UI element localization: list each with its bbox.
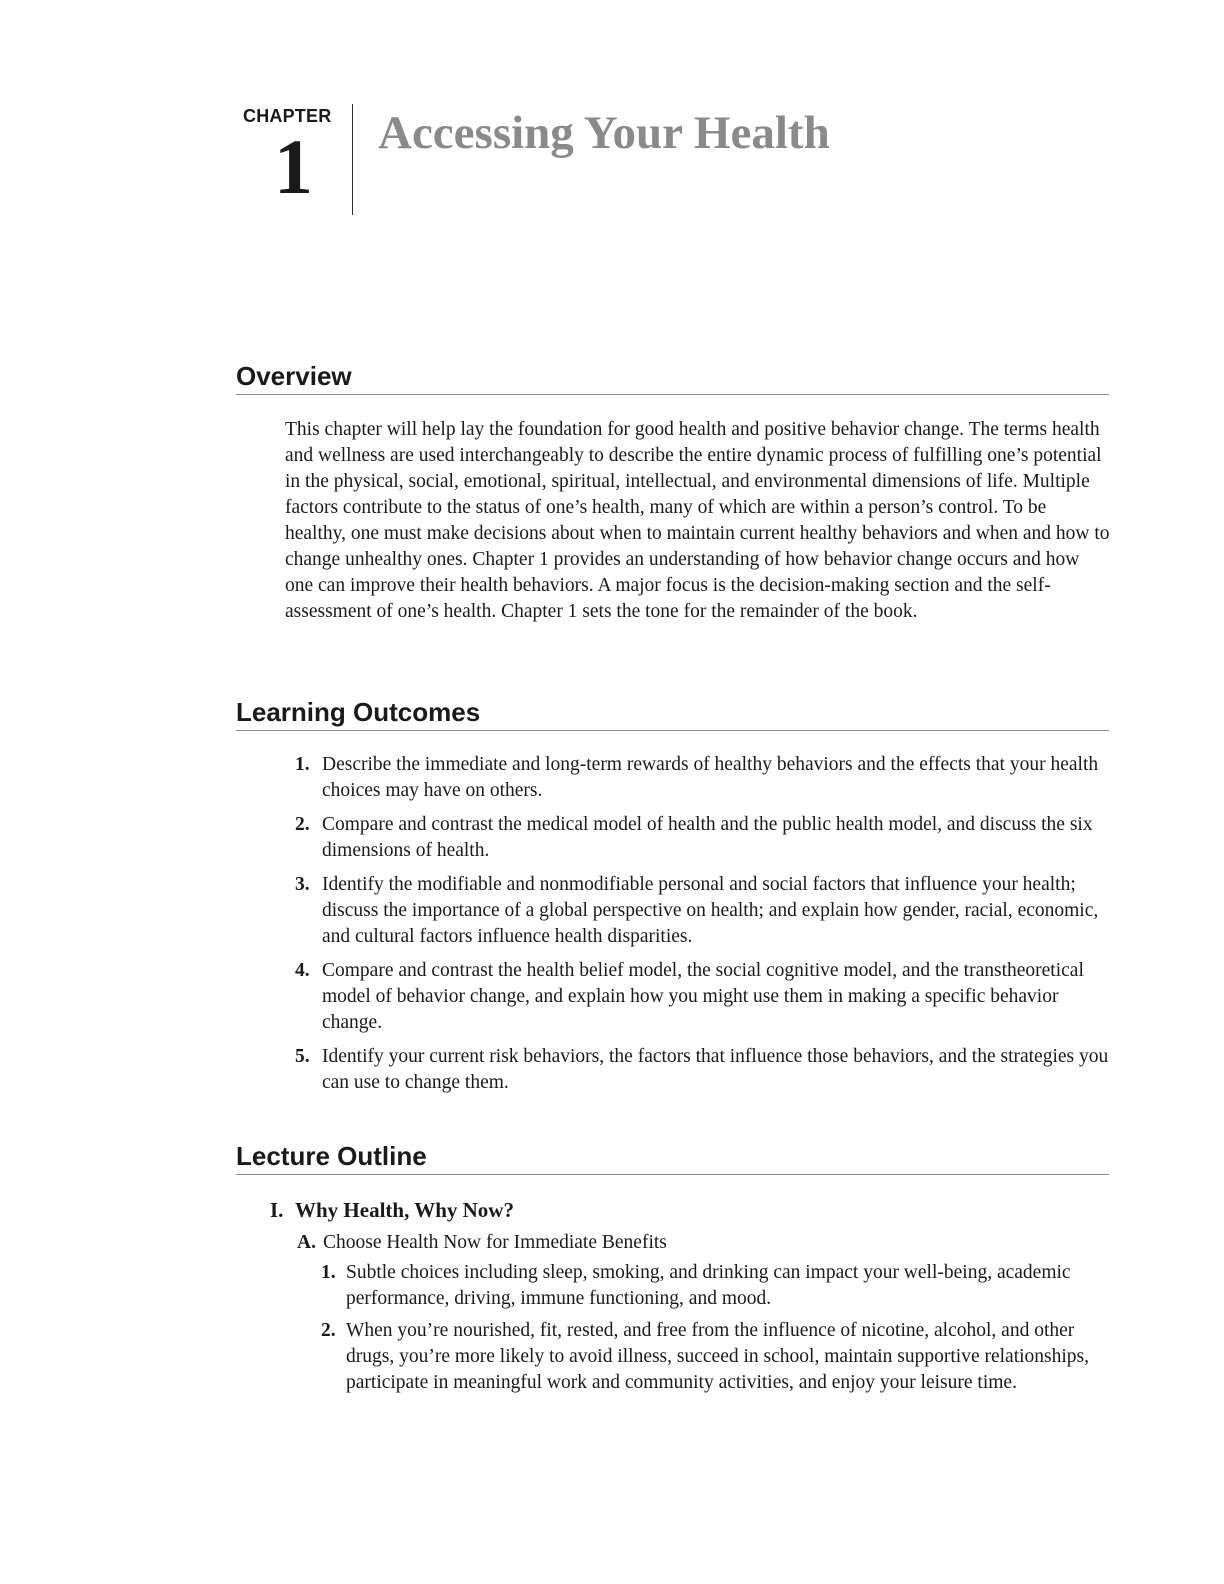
chapter-divider: [352, 104, 353, 215]
outline-section: [270, 1197, 1110, 1223]
chapter-title: Accessing Your Health: [378, 107, 830, 159]
outcome-item: [295, 752, 1110, 804]
overview-paragraph: This chapter will help lay the foundation for good health and positive behavior change. The terms health and wellness are used interchangeably to describe the entire dynamic process of fulfilling one’s potential in the physical, social, emotional, spiritual, intellectual, and environmental dimensions of life. Multiple factors contribute to the status of one’s health, many of which are within a person’s control. To be healthy, one must make decisions about when to maintain current healthy behaviors and when and how to change unhealthy ones. Chapter 1 provides an understanding of how behavior change occurs and how one can improve their health behaviors. A major focus is the decision-making section and the self-assessment of one’s health. Chapter 1 sets the tone for the remainder of the book.: [285, 419, 1110, 622]
outline-item-text: Subtle choices including sleep, smoking, and drinking can impact your well-being, academic performance, driving, immune functioning, and mood.: [346, 1262, 1071, 1309]
outline-item-text: When you’re nourished, fit, rested, and free from the influence of nicotine, alcohol, and other drugs, you’re more likely to avoid illness, succeed in school, maintain supportive relationships, participate in meaningful work and community activities, and enjoy your leisure time.: [346, 1320, 1090, 1393]
outcome-text: Describe the immediate and long-term rewards of healthy behaviors and the effects that your health choices may have on others.: [322, 754, 1099, 801]
outcome-number: 1.: [295, 754, 310, 775]
outcome-number: 4.: [295, 960, 310, 981]
outline-section-title: Why Health, Why Now?: [295, 1198, 514, 1222]
outcome-text: Identify your current risk behaviors, the factors that influence those behaviors, and the strategies you can use to change them.: [322, 1046, 1109, 1093]
outline-subsection-title: Choose Health Now for Immediate Benefits: [323, 1232, 667, 1253]
outcome-item: [295, 958, 1110, 1036]
outline-subsection: [297, 1230, 1110, 1256]
outline-section-number: I.: [270, 1198, 284, 1222]
outcome-number: 5.: [295, 1046, 310, 1067]
outcome-item: [295, 1044, 1110, 1096]
lecture-outline-heading: Lecture Outline: [236, 1141, 1109, 1175]
outcome-item: [295, 872, 1110, 950]
lecture-outline: [270, 1197, 1110, 1402]
outcome-number: 2.: [295, 814, 310, 835]
learning-outcomes-heading: Learning Outcomes: [236, 697, 1109, 731]
outcome-number: 3.: [295, 874, 310, 895]
outline-item-number: 2.: [321, 1320, 336, 1341]
outcome-text: Identify the modifiable and nonmodifiable personal and social factors that influence your health; discuss the importance of a global perspective on health; and explain how gender, racial, economic, and cultural factors influence health disparities.: [322, 874, 1099, 947]
learning-outcomes-list: [295, 752, 1110, 1104]
chapter-label: CHAPTER: [243, 106, 332, 126]
outline-subsection-number: A.: [297, 1232, 316, 1253]
outline-item: [321, 1318, 1110, 1396]
outline-item-list: [321, 1260, 1110, 1396]
outcome-item: [295, 812, 1110, 864]
outline-item: [321, 1260, 1110, 1312]
overview-heading: Overview: [236, 361, 1109, 395]
chapter-number: 1: [274, 123, 313, 210]
outcome-text: Compare and contrast the medical model of health and the public health model, and discuss the six dimensions of health.: [322, 814, 1093, 861]
outcome-text: Compare and contrast the health belief model, the social cognitive model, and the transtheoretical model of behavior change, and explain how you might use them in making a specific behavior change.: [322, 960, 1084, 1033]
outline-item-number: 1.: [321, 1262, 336, 1283]
